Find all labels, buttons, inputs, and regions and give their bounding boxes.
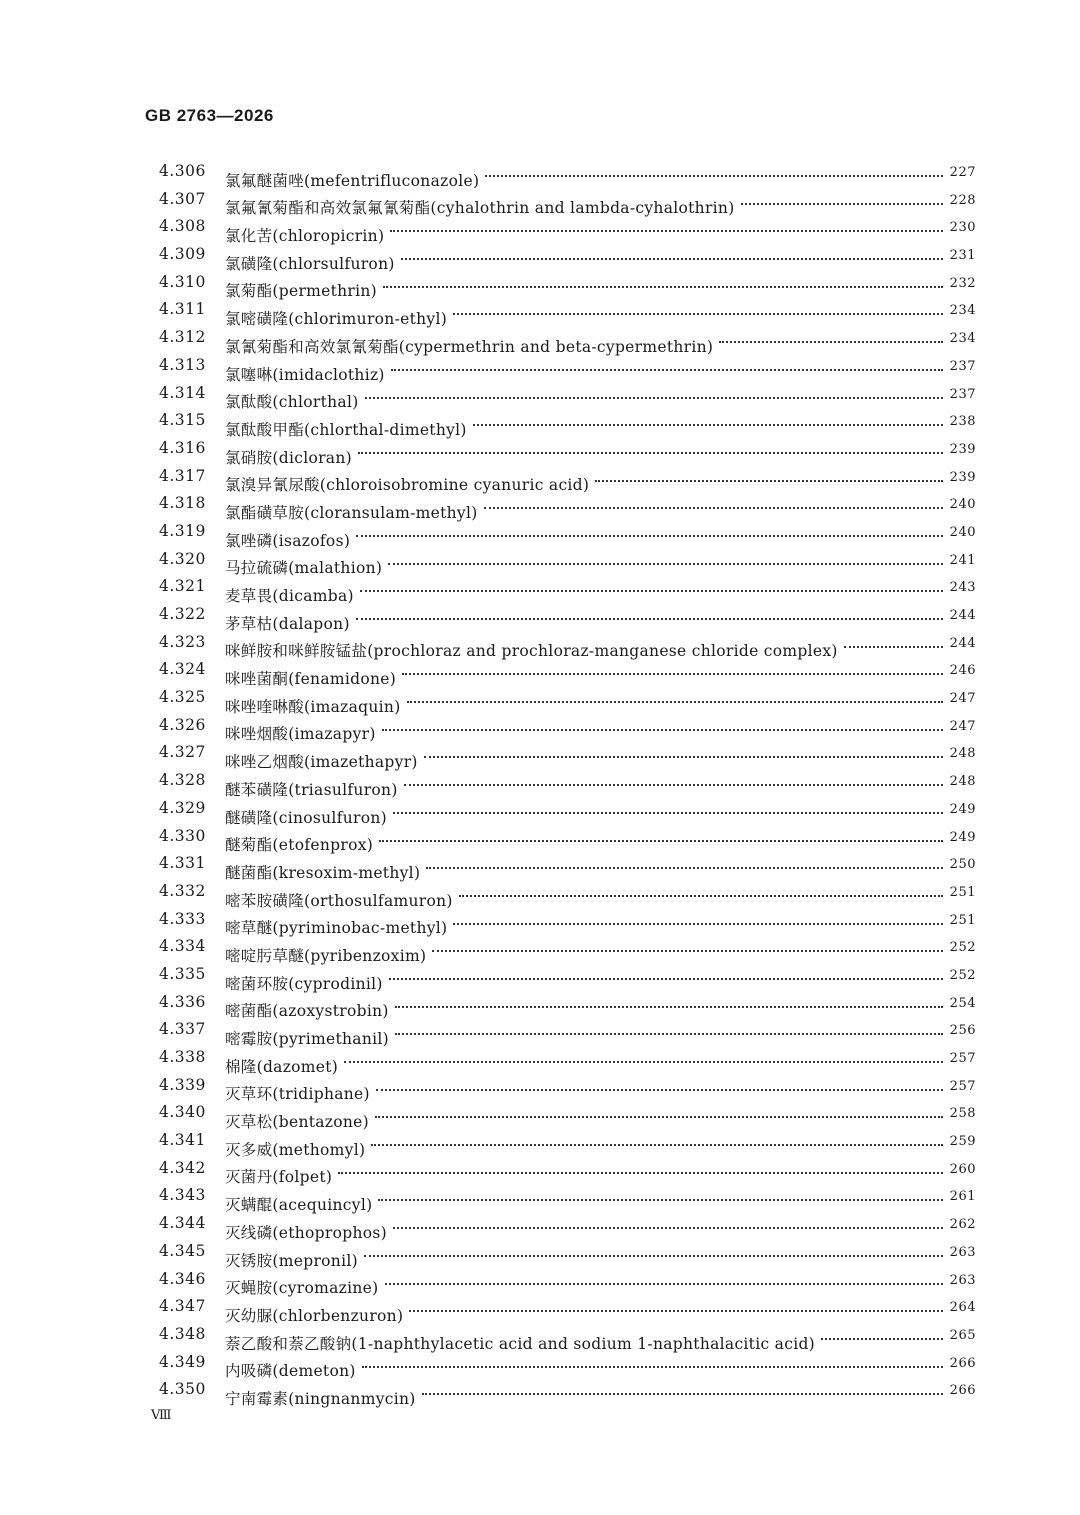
toc-entry-number: 4.344 <box>159 1214 206 1233</box>
toc-entry-title: 氯酞酸甲酯(chlorthal-dimethyl) <box>225 420 467 439</box>
toc-entry-page: 239 <box>949 441 976 457</box>
toc-entry <box>0 1072 1080 1104</box>
toc-entry <box>0 684 1080 716</box>
toc-entry-page: 231 <box>949 248 976 264</box>
toc-entry-number: 4.313 <box>159 355 206 374</box>
table-of-contents <box>0 158 1080 1408</box>
toc-entry-page: 257 <box>949 1078 976 1094</box>
toc-entry-title: 灭螨醌(acequincyl) <box>225 1196 373 1215</box>
toc-entry-line <box>225 1376 949 1413</box>
toc-entry-title: 氯氟氰菊酯和高效氯氟氰菊酯(cyhalothrin and lambda-cyhalothrin) <box>225 199 735 218</box>
toc-entry-title: 嘧霉胺(pyrimethanil) <box>225 1030 389 1048</box>
dot-leader <box>595 463 943 491</box>
toc-entry-number: 4.333 <box>159 909 206 928</box>
dot-leader <box>365 380 943 408</box>
toc-entry-title: 宁南霉素(ningnanmycin) <box>225 1389 416 1408</box>
toc-entry-number: 4.341 <box>159 1131 206 1150</box>
toc-entry-title: 咪唑乙烟酸(imazethapyr) <box>225 753 418 772</box>
toc-entry-title: 灭草松(bentazone) <box>225 1113 369 1132</box>
toc-entry-page: 240 <box>949 524 976 540</box>
toc-entry <box>0 739 1080 772</box>
toc-entry <box>0 1099 1080 1132</box>
toc-entry-page: 230 <box>949 220 976 236</box>
toc-entry-page: 244 <box>949 635 976 651</box>
toc-entry-page: 262 <box>949 1217 976 1233</box>
toc-entry-title: 氯酯磺草胺(cloransulam-methyl) <box>225 503 478 522</box>
toc-entry-title: 嘧啶肟草醚(pyribenzoxim) <box>225 946 427 965</box>
toc-entry <box>0 573 1080 605</box>
toc-entry <box>0 1293 1080 1325</box>
toc-entry-title: 氯唑磷(isazofos) <box>225 531 351 550</box>
toc-entry-number: 4.345 <box>159 1241 206 1260</box>
toc-entry-page: 248 <box>949 746 976 762</box>
dot-leader <box>376 1072 943 1100</box>
toc-entry-title: 马拉硫磷(malathion) <box>225 559 383 578</box>
dot-leader <box>364 1238 943 1266</box>
toc-entry <box>0 435 1080 467</box>
toc-entry <box>0 878 1080 910</box>
toc-entry-number: 4.311 <box>159 300 206 319</box>
toc-entry-page: 261 <box>949 1189 976 1205</box>
toc-entry-title: 麦草畏(dicamba) <box>225 587 354 605</box>
dot-leader <box>409 1293 943 1321</box>
toc-entry-number: 4.306 <box>159 162 206 180</box>
dot-leader <box>393 1210 943 1238</box>
toc-entry <box>0 1376 1080 1408</box>
toc-entry-title: 灭锈胺(mepronil) <box>225 1251 358 1270</box>
toc-entry-page: 257 <box>949 1051 976 1066</box>
toc-entry-page: 248 <box>949 774 976 790</box>
toc-entry-number: 4.343 <box>159 1186 206 1205</box>
toc-entry-page: 238 <box>949 414 976 430</box>
toc-entry-number: 4.327 <box>159 743 206 762</box>
toc-entry-title: 醚磺隆(cinosulfuron) <box>225 808 387 827</box>
toc-entry <box>0 656 1080 689</box>
toc-entry <box>0 712 1080 744</box>
toc-entry <box>0 186 1080 218</box>
toc-entry-title: 醚菊酯(etofenprox) <box>225 836 374 855</box>
toc-entry-number: 4.330 <box>159 826 206 845</box>
toc-entry-title: 氯硝胺(dicloran) <box>225 448 352 467</box>
toc-entry-page: 243 <box>949 580 976 596</box>
toc-entry-page: 252 <box>949 967 976 983</box>
dot-leader <box>391 352 943 380</box>
toc-entry-page: 264 <box>949 1300 976 1316</box>
toc-entry-page: 254 <box>949 995 976 1011</box>
toc-entry-number: 4.348 <box>159 1324 206 1343</box>
toc-entry-title: 灭草环(tridiphane) <box>225 1085 370 1104</box>
toc-entry-number: 4.349 <box>159 1352 206 1371</box>
dot-leader <box>741 186 943 214</box>
toc-entry-number: 4.347 <box>159 1297 206 1316</box>
toc-entry <box>0 241 1080 273</box>
toc-entry-number: 4.309 <box>159 245 206 264</box>
toc-entry-number: 4.328 <box>159 771 206 790</box>
dot-leader <box>407 684 943 712</box>
toc-entry <box>0 767 1080 799</box>
toc-entry-number: 4.342 <box>159 1158 206 1177</box>
toc-entry-number: 4.308 <box>159 217 206 236</box>
dot-leader <box>395 989 943 1017</box>
dot-leader <box>356 601 943 629</box>
toc-entry <box>0 1016 1080 1048</box>
toc-entry-number: 4.340 <box>159 1103 206 1122</box>
toc-entry-number: 4.335 <box>159 964 206 983</box>
dot-leader <box>393 795 943 823</box>
dot-leader <box>422 1376 943 1404</box>
toc-entry-number: 4.337 <box>159 1020 206 1039</box>
dot-leader <box>338 1155 943 1183</box>
toc-entry <box>0 961 1080 993</box>
toc-entry-title: 醚苯磺隆(triasulfuron) <box>225 780 398 799</box>
toc-entry-page: 237 <box>949 358 976 374</box>
toc-entry-title: 灭多威(methomyl) <box>225 1140 366 1159</box>
toc-entry-number: 4.339 <box>159 1075 206 1094</box>
dot-leader <box>356 518 943 546</box>
toc-entry-title: 嘧菌环胺(cyprodinil) <box>225 974 383 993</box>
toc-entry-number: 4.350 <box>159 1380 206 1399</box>
toc-entry <box>0 1155 1080 1187</box>
toc-entry <box>0 933 1080 965</box>
toc-entry-page: 247 <box>949 718 976 734</box>
toc-entry-title: 氯磺隆(chlorsulfuron) <box>225 254 395 273</box>
dot-leader <box>404 767 943 795</box>
toc-entry-page: 256 <box>949 1023 976 1039</box>
toc-entry-title: 氯嘧磺隆(chlorimuron-ethyl) <box>225 310 448 329</box>
toc-entry-number: 4.336 <box>159 992 206 1011</box>
toc-entry-number: 4.322 <box>159 605 206 623</box>
dot-leader <box>844 629 943 657</box>
toc-entry-title: 棉隆(dazomet) <box>225 1057 339 1076</box>
toc-entry-page: 265 <box>949 1327 976 1343</box>
dot-leader <box>375 1099 943 1127</box>
toc-entry-page: 228 <box>949 192 976 208</box>
document-code: GB 2763—2026 <box>145 106 274 125</box>
toc-entry-title: 嘧菌酯(azoxystrobin) <box>225 1002 389 1021</box>
toc-entry-title: 咪鲜胺和咪鲜胺锰盐(prochloraz and prochloraz-manganese chloride complex) <box>225 642 838 661</box>
toc-entry <box>0 906 1080 938</box>
toc-entry <box>0 1238 1080 1270</box>
toc-entry <box>0 989 1080 1021</box>
toc-entry-number: 4.338 <box>159 1048 206 1066</box>
toc-entry-number: 4.329 <box>159 798 206 817</box>
dot-leader <box>344 1044 943 1072</box>
toc-entry-number: 4.326 <box>159 715 206 734</box>
dot-leader <box>459 878 943 906</box>
toc-entry-number: 4.324 <box>159 660 206 679</box>
toc-entry <box>0 269 1080 301</box>
toc-entry-title: 氯化苦(chloropicrin) <box>225 227 385 246</box>
toc-entry <box>0 823 1080 855</box>
toc-entry-number: 4.314 <box>159 383 206 402</box>
toc-entry <box>0 380 1080 412</box>
toc-entry-page: 240 <box>949 497 976 513</box>
toc-entry-page: 234 <box>949 303 976 319</box>
dot-leader <box>395 1016 943 1044</box>
toc-entry-title: 咪唑喹啉酸(imazaquin) <box>225 697 401 716</box>
toc-entry-title: 氯氟醚菌唑(mefentrifluconazole) <box>225 171 480 190</box>
toc-entry <box>0 407 1080 439</box>
toc-entry-number: 4.320 <box>159 549 206 568</box>
toc-entry-number: 4.331 <box>159 854 206 873</box>
toc-entry <box>0 1127 1080 1159</box>
dot-leader <box>426 850 943 878</box>
toc-entry-title: 茅草枯(dalapon) <box>225 614 350 633</box>
dot-leader <box>484 490 943 518</box>
toc-entry-title: 氯溴异氰尿酸(chloroisobromine cyanuric acid) <box>225 476 590 495</box>
toc-entry-number: 4.346 <box>159 1269 206 1288</box>
toc-entry-title: 氯氰菊酯和高效氯氰菊酯(cypermethrin and beta-cypermethrin) <box>225 337 714 356</box>
toc-entry-page: 250 <box>949 857 976 873</box>
dot-leader <box>402 656 943 684</box>
toc-entry <box>0 518 1080 550</box>
toc-entry-number: 4.312 <box>159 328 206 347</box>
toc-entry <box>0 296 1080 329</box>
dot-leader <box>821 1321 943 1349</box>
toc-entry-page: 249 <box>949 801 976 817</box>
dot-leader <box>378 1182 943 1210</box>
toc-entry <box>0 1349 1080 1381</box>
toc-entry-number: 4.310 <box>159 272 206 291</box>
toc-entry-number: 4.334 <box>159 937 206 956</box>
toc-entry <box>0 1321 1080 1353</box>
toc-entry-page: 237 <box>949 386 976 402</box>
toc-entry-title: 氯菊酯(permethrin) <box>225 282 378 301</box>
toc-entry-title: 灭线磷(ethoprophos) <box>225 1223 387 1242</box>
toc-entry-number: 4.317 <box>159 466 206 485</box>
toc-entry-page: 246 <box>949 663 976 679</box>
dot-leader <box>360 573 943 601</box>
toc-entry <box>0 850 1080 882</box>
dot-leader <box>453 296 943 324</box>
toc-entry-page: 263 <box>949 1244 976 1260</box>
toc-entry-page: 234 <box>949 331 976 347</box>
toc-entry-title: 灭幼脲(chlorbenzuron) <box>225 1306 404 1325</box>
toc-entry-title: 咪唑菌酮(fenamidone) <box>225 670 397 689</box>
toc-entry-page: 232 <box>949 275 976 291</box>
toc-entry <box>0 213 1080 246</box>
dot-leader <box>362 1349 943 1377</box>
toc-entry-number: 4.315 <box>159 411 206 430</box>
dot-leader <box>390 213 943 241</box>
dot-leader <box>401 241 943 269</box>
dot-leader <box>719 324 943 352</box>
toc-entry <box>0 1044 1080 1076</box>
toc-entry-page: 241 <box>949 552 976 568</box>
toc-entry-number: 4.307 <box>159 189 206 208</box>
dot-leader <box>389 961 943 989</box>
toc-entry-number: 4.318 <box>159 494 206 513</box>
toc-entry-page: 252 <box>949 940 976 956</box>
toc-entry <box>0 601 1080 633</box>
toc-entry <box>0 463 1080 495</box>
toc-entry <box>0 490 1080 522</box>
toc-entry-number: 4.332 <box>159 881 206 900</box>
toc-entry-title: 灭菌丹(folpet) <box>225 1168 333 1187</box>
toc-entry-page: 251 <box>949 912 976 928</box>
toc-entry <box>0 158 1080 190</box>
dot-leader <box>383 269 943 297</box>
dot-leader <box>358 435 943 463</box>
dot-leader <box>432 933 943 961</box>
toc-entry <box>0 546 1080 578</box>
toc-entry-page: 263 <box>949 1272 976 1288</box>
dot-leader <box>385 1266 944 1294</box>
toc-entry <box>0 629 1080 661</box>
toc-entry-page: 266 <box>949 1383 976 1399</box>
toc-entry-page: 239 <box>949 469 976 485</box>
dot-leader <box>485 158 943 186</box>
toc-entry-page: 260 <box>949 1161 976 1177</box>
toc-entry-number: 4.323 <box>159 632 206 651</box>
toc-entry <box>0 1266 1080 1298</box>
dot-leader <box>388 546 943 574</box>
toc-entry-number: 4.321 <box>159 577 206 596</box>
toc-entry-title: 咪唑烟酸(imazapyr) <box>225 725 376 744</box>
toc-entry-page: 249 <box>949 829 976 845</box>
toc-entry <box>0 795 1080 827</box>
dot-leader <box>371 1127 943 1155</box>
toc-entry-title: 灭蝇胺(cyromazine) <box>225 1279 379 1298</box>
toc-entry <box>0 352 1080 384</box>
toc-entry-title: 醚菌酯(kresoxim-methyl) <box>225 863 421 882</box>
toc-entry-title: 萘乙酸和萘乙酸钠(1-naphthylacetic acid and sodium 1-naphthalacitic acid) <box>225 1334 816 1353</box>
toc-entry-title: 氯噻啉(imidaclothiz) <box>225 365 385 384</box>
toc-entry-page: 259 <box>949 1134 976 1150</box>
toc-entry-page: 251 <box>949 884 976 900</box>
toc-entry-page: 227 <box>949 165 976 180</box>
page-number: Ⅷ <box>151 1408 171 1423</box>
toc-entry <box>0 1210 1080 1242</box>
toc-entry-page: 266 <box>949 1355 976 1371</box>
toc-entry <box>0 1182 1080 1215</box>
dot-leader <box>379 823 943 851</box>
toc-entry-page: 258 <box>949 1106 976 1122</box>
dot-leader <box>453 906 943 934</box>
toc-entry-page: 244 <box>949 608 976 623</box>
toc-entry-page: 247 <box>949 691 976 707</box>
dot-leader <box>382 712 943 740</box>
toc-entry-title: 内吸磷(demeton) <box>225 1362 356 1381</box>
toc-entry-title: 氯酞酸(chlorthal) <box>225 393 359 412</box>
toc-entry-number: 4.325 <box>159 688 206 707</box>
toc-entry-title: 嘧苯胺磺隆(orthosulfamuron) <box>225 891 453 910</box>
toc-entry-title: 嘧草醚(pyriminobac-methyl) <box>225 919 448 938</box>
toc-entry-number: 4.316 <box>159 438 206 457</box>
toc-entry <box>0 324 1080 356</box>
toc-entry-number: 4.319 <box>159 521 206 540</box>
dot-leader <box>473 407 943 435</box>
dot-leader <box>424 739 943 767</box>
